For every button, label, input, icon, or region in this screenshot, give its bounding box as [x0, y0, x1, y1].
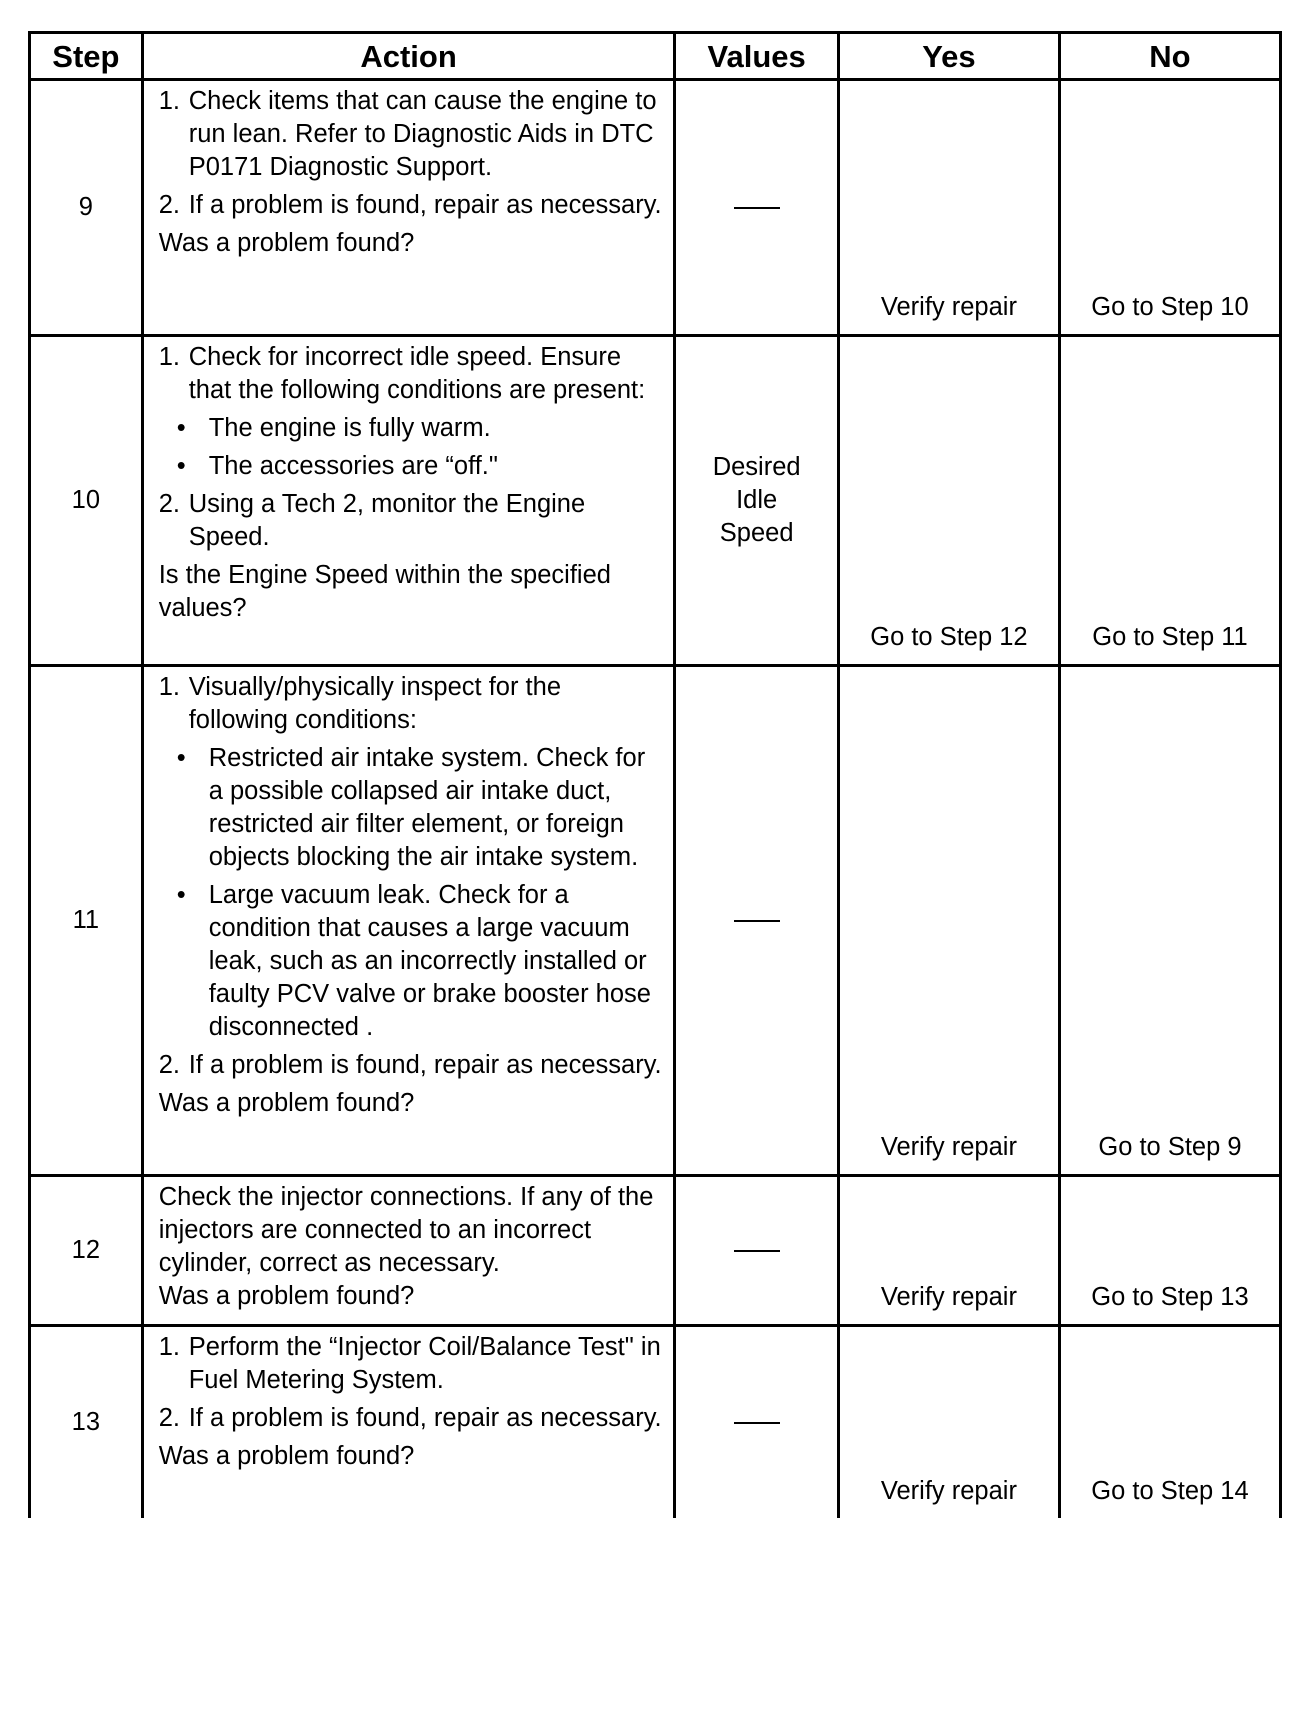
action-question: Is the Engine Speed within the specified values? [158, 561, 611, 622]
yes-cell: Verify repair [838, 80, 1059, 336]
values-cell [675, 1326, 839, 1518]
step-number: 12 [71, 1236, 101, 1264]
item-text: If a problem is found, repair as necessary. [188, 191, 662, 219]
action-item [159, 488, 664, 554]
values-cell [675, 80, 839, 336]
values-cell [675, 1176, 839, 1326]
action-cell [142, 1326, 675, 1518]
table-row [30, 336, 1281, 666]
header-no: No [1059, 33, 1280, 80]
action-item [159, 189, 664, 222]
action-text: Check the injector connections. If any of the injectors are connected to an incorrect cylinder, correct as necessary. [158, 1183, 654, 1277]
bullet-icon: • [176, 452, 186, 480]
table-row [30, 80, 1281, 336]
item-number: 1. [158, 673, 180, 701]
action-cell [142, 336, 675, 666]
bullet-icon: • [176, 744, 186, 772]
item-text: If a problem is found, repair as necessary. [188, 1404, 662, 1432]
item-text: If a problem is found, repair as necessary. [188, 1051, 662, 1079]
empty-value-dash [734, 1250, 780, 1252]
item-number: 2. [158, 191, 180, 219]
item-text: Using a Tech 2, monitor the Engine Speed. [188, 490, 586, 551]
action-bullet [159, 412, 664, 445]
action-bullet [159, 879, 664, 1044]
header-action: Action [142, 33, 675, 80]
item-text: Visually/physically inspect for the following conditions: [188, 673, 562, 734]
bullet-icon: • [176, 881, 186, 909]
step-cell [30, 1176, 143, 1326]
step-number: 10 [71, 486, 101, 514]
action-item [159, 671, 664, 737]
action-item [159, 1331, 664, 1397]
action-item [159, 341, 664, 407]
empty-value-dash [734, 920, 780, 922]
yes-cell: Go to Step 12 [838, 336, 1059, 666]
empty-value-dash [734, 1422, 780, 1424]
bullet-text: Large vacuum leak. Check for a condition that causes a large vacuum leak, such as an incorrectly installed or faulty PCV valve or brake booster hose disconnected . [208, 881, 651, 1041]
bullet-text: The engine is fully warm. [208, 414, 491, 442]
action-bullet [159, 450, 664, 483]
item-number: 1. [158, 343, 180, 371]
header-row [30, 33, 1281, 80]
step-number: 11 [72, 906, 100, 934]
bullet-text: Restricted air intake system. Check for a possible collapsed air intake duct, restricted air filter element, or foreign objects blocking the air intake system. [208, 744, 646, 871]
no-cell: Go to Step 14 [1059, 1326, 1280, 1518]
action-question: Was a problem found? [158, 229, 415, 257]
action-item [159, 85, 664, 184]
no-cell: Go to Step 13 [1059, 1176, 1280, 1326]
diagnostic-table [28, 31, 1282, 1518]
yes-cell: Verify repair [838, 1326, 1059, 1518]
item-number: 2. [158, 1404, 180, 1432]
table-row [30, 1326, 1281, 1518]
step-cell [30, 80, 143, 336]
item-number: 2. [158, 1051, 180, 1079]
item-text: Check items that can cause the engine to run lean. Refer to Diagnostic Aids in DTC P0171 Diagnostic Support. [188, 87, 657, 181]
item-number: 1. [158, 87, 180, 115]
action-question: Was a problem found? [158, 1089, 415, 1117]
action-item [159, 1402, 664, 1435]
table-row [30, 666, 1281, 1176]
step-number: 13 [71, 1407, 101, 1436]
values-cell [675, 666, 839, 1176]
item-number: 2. [158, 490, 180, 518]
item-text: Check for incorrect idle speed. Ensure that the following conditions are present: [188, 343, 646, 404]
no-cell: Go to Step 9 [1059, 666, 1280, 1176]
empty-value-dash [734, 207, 780, 209]
no-cell: Go to Step 11 [1059, 336, 1280, 666]
action-question: Was a problem found? [158, 1442, 415, 1470]
action-cell [142, 666, 675, 1176]
bullet-text: The accessories are “off." [208, 452, 498, 480]
action-question: Was a problem found? [158, 1282, 415, 1310]
yes-cell: Verify repair [838, 666, 1059, 1176]
header-step: Step [30, 33, 143, 80]
step-number: 9 [78, 193, 93, 221]
yes-cell: Verify repair [838, 1176, 1059, 1326]
action-cell [142, 1176, 675, 1326]
action-bullet [159, 742, 664, 874]
step-cell [30, 666, 143, 1176]
table-row [30, 1176, 1281, 1326]
step-cell [30, 336, 143, 666]
action-item [159, 1049, 664, 1082]
header-yes: Yes [838, 33, 1059, 80]
value-text: Desired Idle Speed [712, 453, 801, 547]
step-cell [30, 1326, 143, 1518]
values-cell [675, 336, 839, 666]
bullet-icon: • [176, 414, 186, 442]
item-number: 1. [158, 1333, 180, 1361]
header-values: Values [675, 33, 839, 80]
item-text: Perform the “Injector Coil/Balance Test" in Fuel Metering System. [188, 1333, 661, 1394]
action-cell [142, 80, 675, 336]
no-cell: Go to Step 10 [1059, 80, 1280, 336]
